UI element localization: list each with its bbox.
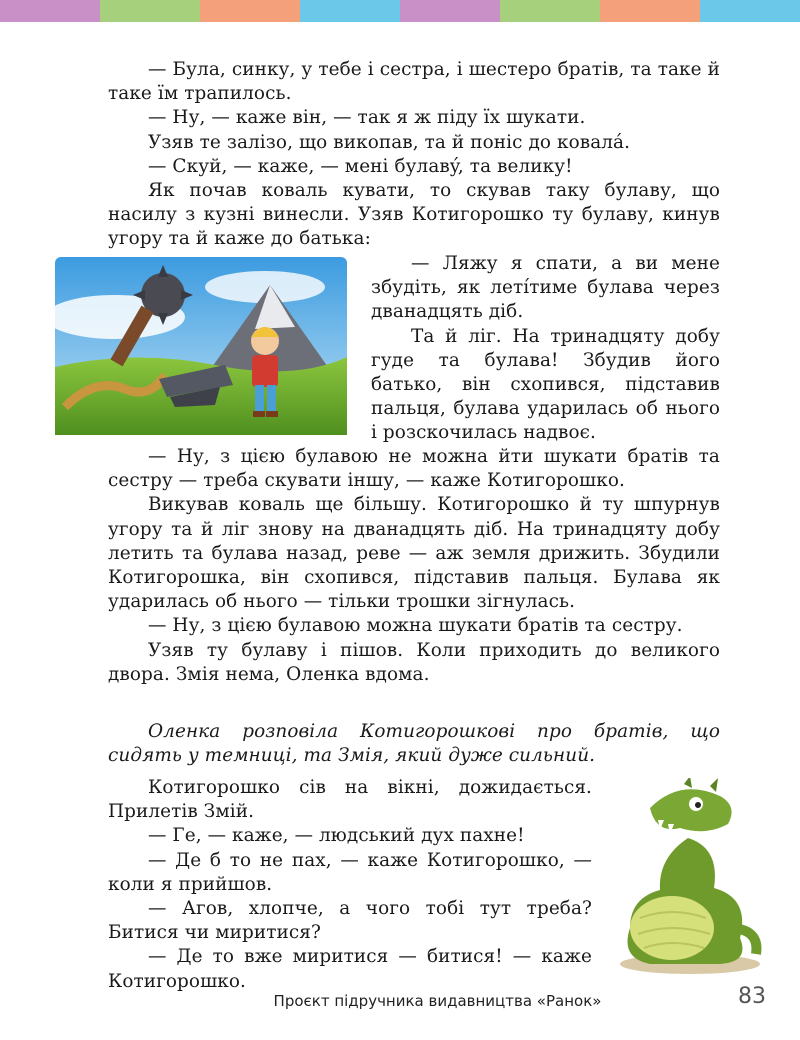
- stripe-3: [200, 0, 300, 22]
- paragraph: — Ну, з цією булавою не можна йти шукати братів та сестру — треба скувати іншу, — каже Котигорошко.: [108, 446, 720, 492]
- paragraph: Узяв ту булаву і пішов. Коли приходить до великого двора. Змія нема, Оленка вдома.: [108, 639, 720, 685]
- stripe-6: [500, 0, 600, 22]
- publisher-footer: Проєкт підручника видавництва «Ранок»: [273, 992, 602, 1010]
- dragon-illustration: [610, 778, 762, 978]
- page-number: 83: [738, 984, 766, 1009]
- paragraph: — Скуй, — каже, — мені булавý, та велику!: [148, 155, 573, 177]
- kotyhoroshko-mace-illustration: [55, 257, 347, 435]
- paragraph: — Де то вже миритися — битися! — каже Котигорошко.: [108, 946, 592, 992]
- text-block-4: [108, 776, 592, 994]
- stripe-2: [100, 0, 200, 22]
- italic-paragraph: Оленка розповіла Котигорошкові про братів, що сидять у темниці, та Змія, який дуже сильний.: [108, 721, 720, 767]
- paragraph: Узяв те залізо, що викопав, та й поніс до ковалá.: [148, 131, 631, 153]
- paragraph: Та й ліг. На тринадцяту добу гуде та булава! Збудив його батько, він схопився, підставив пальця, булава ударилась об нього і розскочилась надвоє.: [371, 325, 720, 444]
- color-stripe-bar: [0, 0, 800, 22]
- text-block-1: [108, 58, 720, 252]
- paragraph: — Де б то не пах, — каже Котигорошко, — коли я прийшов.: [108, 849, 592, 895]
- stripe-5: [400, 0, 500, 22]
- paragraph: Викував коваль ще більшу. Котигорошко й ту шпурнув угору та й ліг знову на дванадцять діб. На тринадцяту добу летить та булава назад, реве — аж земля дрижить. Збудили Котигорошка, він схопився, підставив пальця. Булава як ударилась об нього — тільки трошки зігнулась.: [108, 494, 720, 613]
- paragraph: — Ляжу я спати, а ви мене збудіть, як летíтиме булава через дванадцять діб.: [371, 253, 720, 323]
- text-block-3: [108, 445, 720, 687]
- paragraph: — Агов, хлопче, а чого тобі тут треба? Битися чи миритися?: [108, 898, 592, 944]
- italic-summary: [108, 720, 720, 768]
- stripe-7: [600, 0, 700, 22]
- stripe-8: [700, 0, 800, 22]
- paragraph: — Ге, — каже, — людський дух пахне!: [148, 825, 525, 847]
- paragraph: — Була, синку, у тебе і сестра, і шестеро братів, та таке й таке їм трапилось.: [108, 59, 720, 105]
- text-block-2: [371, 252, 720, 446]
- stripe-1: [0, 0, 100, 22]
- paragraph: Котигорошко сів на вікні, дожидається. Прилетів Змій.: [108, 777, 592, 823]
- paragraph: — Ну, — каже він, — так я ж піду їх шукати.: [148, 107, 586, 129]
- stripe-4: [300, 0, 400, 22]
- paragraph: Як почав коваль кувати, то скував таку булаву, що насилу з кузні винесли. Узяв Котигорошко ту булаву, кинув угору та й каже до батька:: [108, 180, 720, 250]
- paragraph: — Ну, з цією булавою можна шукати братів та сестру.: [148, 615, 683, 637]
